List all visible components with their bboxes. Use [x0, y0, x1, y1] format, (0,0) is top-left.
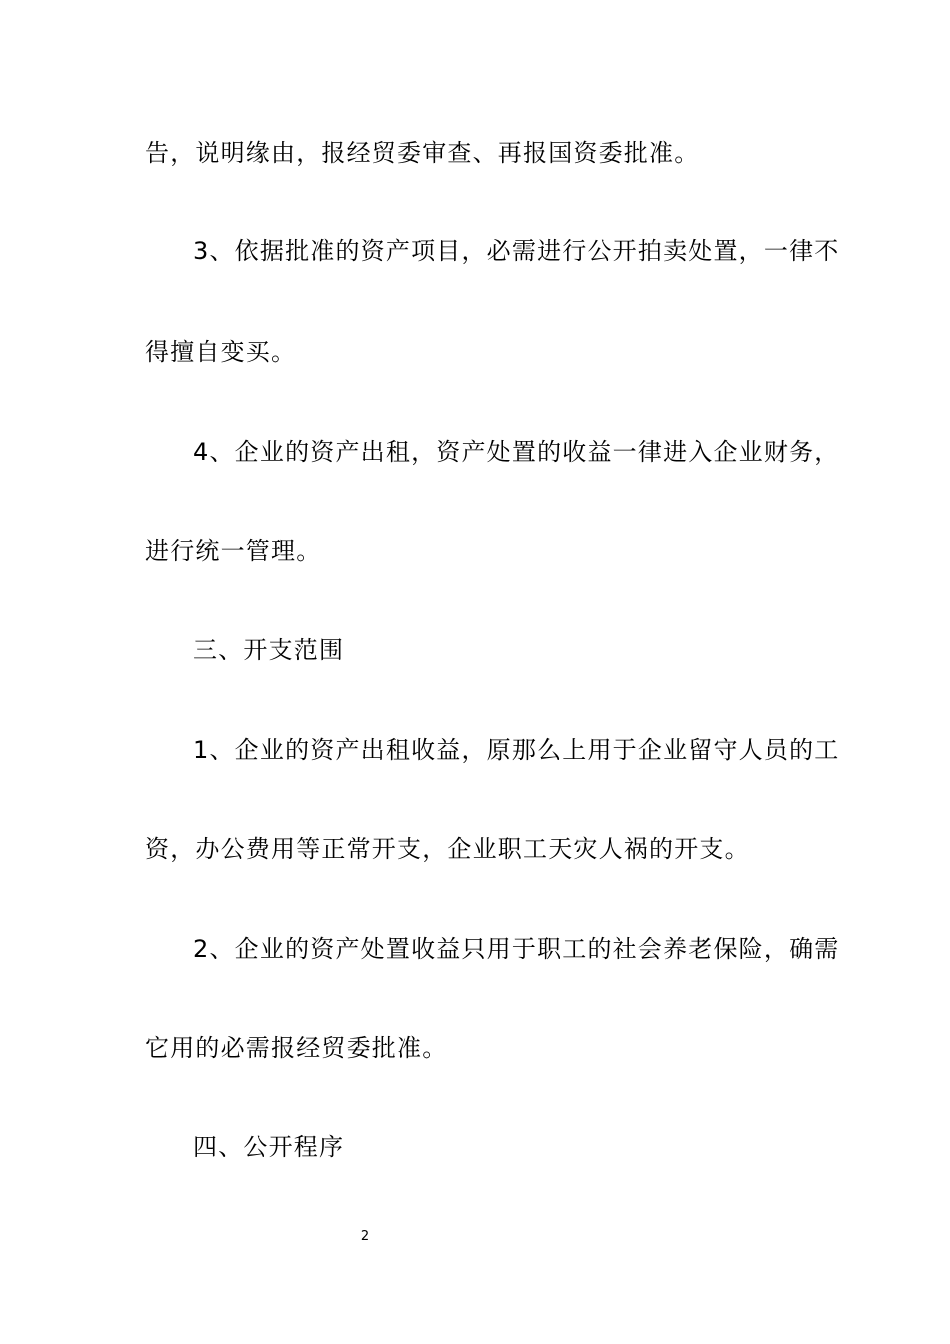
- list-item-1-line-1: 1、企业的资产出租收益，原那么上用于企业留守人员的工: [193, 736, 840, 764]
- list-item-1-line-2: 资，办公费用等正常开支，企业职工天灾人祸的开支。: [145, 835, 750, 863]
- section-heading-expenditure-scope: 三、开支范围: [193, 636, 345, 664]
- list-item-2-line-1: 2、企业的资产处置收益只用于职工的社会养老保险，确需: [193, 935, 840, 963]
- paragraph-continuation-line: 告，说明缘由，报经贸委审查、再报国资委批准。: [145, 139, 700, 167]
- list-item-4-line-1: 4、企业的资产出租，资产处置的收益一律进入企业财务，: [193, 438, 840, 466]
- list-item-3-line-1: 3、依据批准的资产项目，必需进行公开拍卖处置，一律不: [193, 237, 840, 265]
- page-number: 2: [360, 1229, 370, 1244]
- list-item-3-line-2: 得擅自变买。: [145, 338, 297, 366]
- list-item-2-line-2: 它用的必需报经贸委批准。: [145, 1034, 448, 1062]
- section-heading-disclosure-procedure: 四、公开程序: [193, 1133, 345, 1161]
- list-item-4-line-2: 进行统一管理。: [145, 537, 322, 565]
